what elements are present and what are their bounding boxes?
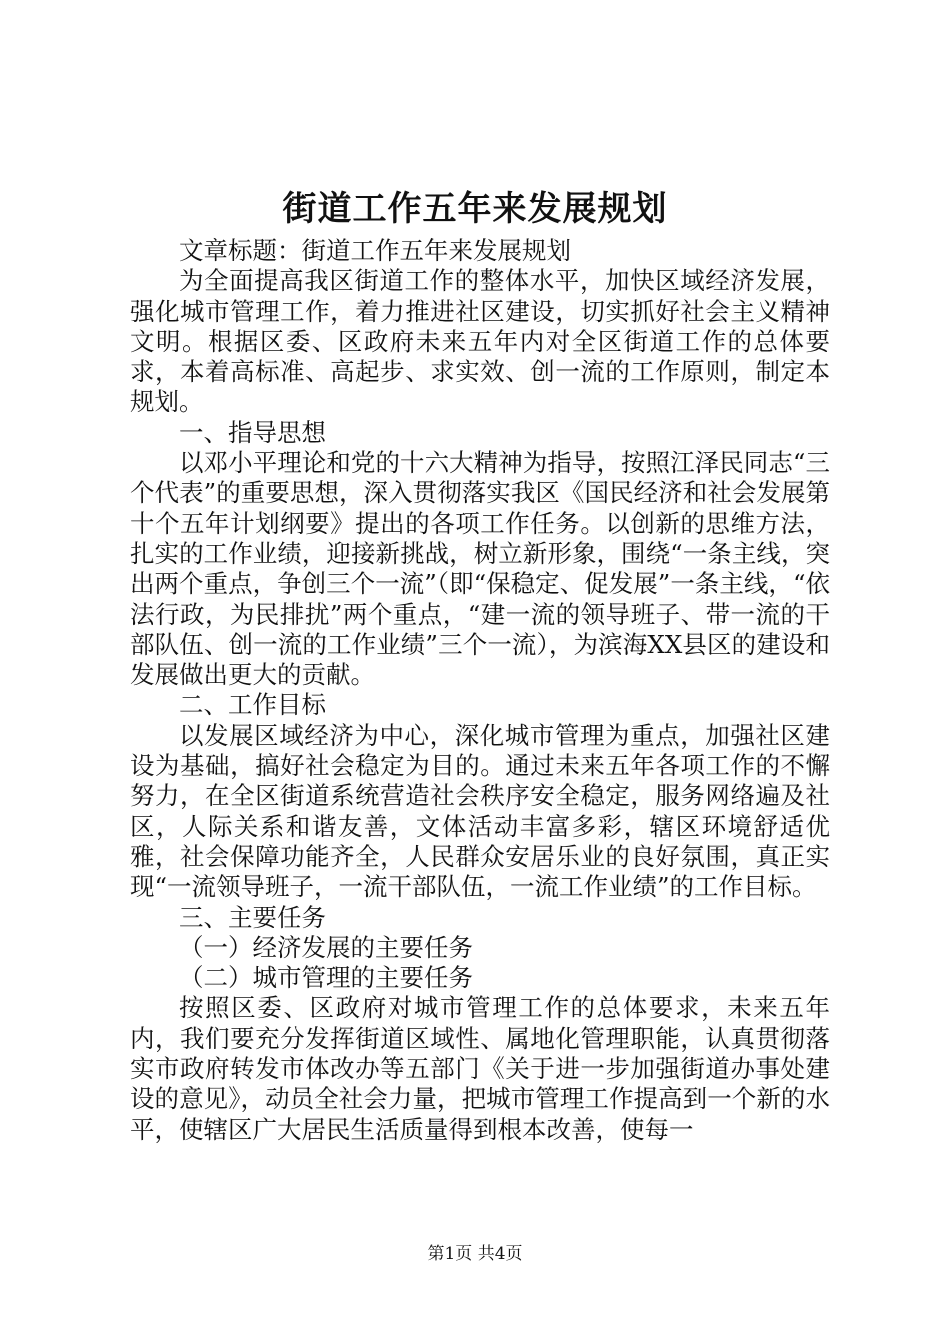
urban-management-paragraph: 按照区委、区政府对城市管理工作的总体要求，未来五年内，我们要充分发挥街道区域性、属地化管理职能，认真贯彻落实市政府转发市体改办等五部门《关于进一步加强街道办事处建设的意见》，动员全社会力量，把城市管理工作提高到一个新的水平，使辖区广大居民生活质量得到根本改善，使每一 (130, 993, 830, 1144)
article-title-line: 文章标题：街道工作五年来发展规划 (179, 236, 571, 265)
guiding-thought-paragraph: 以邓小平理论和党的十六大精神为指导，按照江泽民同志“三个代表”的重要思想，深入贯彻落实我区《国民经济和社会发展第十个五年计划纲要》提出的各项工作任务。以创新的思维方法，扎实的工作业绩，迎接新挑战，树立新形象，围绕“一条主线，突出两个重点，争创三个一流”（即“保稳定、促发展”一条主线，“依法行政，为民排扰”两个重点，“建一流的领导班子、带一流的干部队伍、创一流的工作业绩”三个一流），为滨海XX县区的建设和发展做出更大的贡献。 (130, 448, 830, 690)
intro-paragraph: 为全面提高我区街道工作的整体水平，加快区域经济发展，强化城市管理工作，着力推进社区建设，切实抓好社会主义精神文明。根据区委、区政府未来五年内对全区街道工作的总体要求，本着高标准、高起步、求实效、创一流的工作原则，制定本规划。 (130, 266, 830, 417)
sub-heading-urban-management-tasks: （二）城市管理的主要任务 (179, 963, 473, 993)
section-heading-work-goals: 二、工作目标 (179, 690, 326, 720)
document-body (130, 236, 830, 1145)
section-heading-guiding-thought: 一、指导思想 (179, 417, 326, 447)
work-goals-paragraph: 以发展区域经济为中心，深化城市管理为重点，加强社区建设为基础，搞好社会稳定为目的。通过未来五年各项工作的不懈努力，在全区街道系统营造社会秩序安全稳定，服务网络遍及社区，人际关系和谐友善，文体活动丰富多彩，辖区环境舒适优雅，社会保障功能齐全，人民群众安居乐业的良好氛围，真正实现“一流领导班子，一流干部队伍，一流工作业绩”的工作目标。 (130, 720, 830, 902)
page-number-footer: 第1页 共4页 (427, 1244, 523, 1264)
section-heading-main-tasks: 三、主要任务 (179, 902, 326, 932)
document-title: 街道工作五年来发展规划 (282, 189, 668, 229)
sub-heading-economic-tasks: （一）经济发展的主要任务 (179, 932, 473, 962)
